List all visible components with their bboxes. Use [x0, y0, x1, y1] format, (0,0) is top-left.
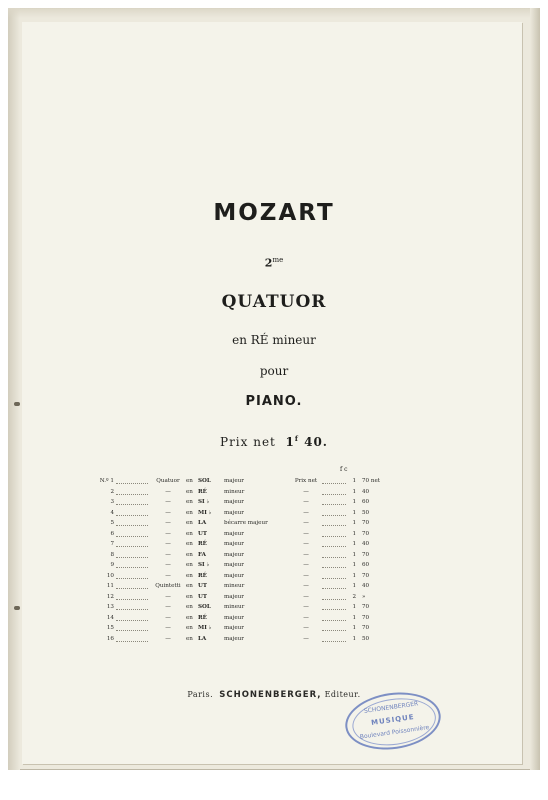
catalog-row [92, 615, 402, 626]
price-amount [286, 435, 328, 449]
catalog-tonality: SOL [198, 604, 211, 610]
catalog-number: 2 [110, 488, 114, 495]
catalog-mode: majeur [224, 572, 244, 579]
catalog-centimes: 70 [362, 551, 370, 558]
catalog-francs: 1 [352, 541, 356, 547]
leader-dots [116, 499, 148, 505]
catalog-genre: — [165, 635, 171, 642]
catalog-genre: — [165, 488, 171, 495]
catalog-en: en [186, 488, 193, 495]
catalog-en: en [186, 614, 193, 621]
catalog-genre: Quintetti [155, 583, 181, 589]
binding-mark [14, 606, 20, 610]
leader-dots [116, 604, 148, 610]
catalog-price-label: — [303, 520, 309, 526]
catalog-price-label: — [303, 604, 309, 610]
catalog-number: 4 [110, 509, 114, 516]
leader-dots [322, 520, 346, 526]
catalog-price-label: — [303, 614, 309, 621]
binding-spine [8, 8, 20, 770]
price-cents: 40. [304, 435, 328, 449]
catalog-row [92, 499, 402, 510]
pour-label: pour [259, 364, 289, 378]
catalog-number: 8 [110, 551, 114, 558]
catalog-centimes: 70 net [362, 478, 381, 484]
leader-dots [116, 520, 148, 526]
catalog-en: en [186, 509, 193, 516]
leader-dots [322, 573, 346, 579]
catalog-price-label: — [303, 593, 309, 600]
catalog-genre: Quatuor [156, 478, 180, 484]
catalog-row [92, 562, 402, 573]
catalog-mode: majeur [224, 509, 244, 516]
catalog-tonality: RÉ [198, 572, 207, 579]
catalog-genre: — [165, 509, 171, 516]
leader-dots [116, 552, 148, 558]
catalog-francs: 1 [352, 614, 356, 621]
catalog-francs: 1 [352, 499, 356, 505]
catalog-tonality: RÉ [198, 488, 207, 495]
catalog-price-label: — [303, 583, 309, 589]
catalog-number: 16 [106, 635, 114, 642]
work-number-suffix: me [272, 256, 284, 264]
price-line [0, 434, 548, 449]
catalog-row [92, 520, 402, 531]
catalog-francs: 1 [352, 478, 356, 484]
catalog-centimes: 70 [362, 614, 370, 621]
leader-dots [322, 604, 346, 610]
catalog-row [92, 573, 402, 584]
work-key: en RÉ mineur [232, 333, 316, 347]
catalog-en: en [186, 499, 193, 505]
catalog-tonality: SI ♭ [198, 562, 210, 568]
catalog-tonality: UT [198, 593, 208, 600]
catalog-mode: mineur [224, 583, 245, 589]
work-number [0, 256, 548, 270]
catalog-price-label: — [303, 488, 309, 495]
catalog-francs: 1 [352, 583, 356, 589]
catalog-mode: majeur [224, 562, 244, 568]
catalog-currency-header: f c [340, 466, 348, 473]
catalog-centimes: » [362, 593, 366, 600]
catalog-number: 9 [110, 562, 114, 568]
catalog-price-label: — [303, 635, 309, 642]
catalog-centimes: 70 [362, 530, 370, 537]
catalog-francs: 1 [352, 520, 356, 526]
leader-dots [116, 562, 148, 568]
catalog-centimes: 70 [362, 604, 370, 610]
catalog-tonality: LA [198, 635, 207, 642]
composer-name: MOZART [213, 200, 335, 226]
catalog-row [92, 478, 402, 489]
catalog-price-label: — [303, 551, 309, 558]
catalog-number: 15 [106, 625, 114, 631]
catalog-en: en [186, 530, 193, 537]
catalog-genre: — [165, 604, 171, 610]
publisher-role: Editeur. [324, 690, 361, 699]
catalog-centimes: 70 [362, 520, 370, 526]
catalog-francs: 1 [352, 509, 356, 516]
catalog-row [92, 510, 402, 521]
catalog-tonality: SOL [198, 478, 211, 484]
catalog-francs: 1 [352, 572, 356, 579]
page-top-shadow [8, 8, 532, 18]
catalog-tonality: LA [198, 520, 207, 526]
catalog-tonality: FA [198, 551, 206, 558]
leader-dots [116, 531, 148, 537]
catalog-genre: — [165, 625, 171, 631]
catalog-mode: majeur [224, 530, 244, 537]
catalog-genre: — [165, 520, 171, 526]
leader-dots [322, 583, 346, 589]
catalog-genre: — [165, 614, 171, 621]
catalog-price-label: — [303, 625, 309, 631]
catalog-row [92, 594, 402, 605]
catalog-price-label: — [303, 572, 309, 579]
catalog-en: en [186, 635, 193, 642]
catalog-mode: majeur [224, 541, 244, 547]
catalog-genre: — [165, 541, 171, 547]
catalog-tonality: MI ♭ [198, 625, 212, 631]
catalog-francs: 1 [352, 604, 356, 610]
leader-dots [322, 478, 346, 484]
catalog-genre: — [165, 562, 171, 568]
catalog-mode: mineur [224, 488, 245, 495]
catalog-en: en [186, 572, 193, 579]
publisher-line [0, 690, 548, 700]
leader-dots [322, 562, 346, 568]
leader-dots [322, 531, 346, 537]
catalog-francs: 1 [352, 551, 356, 558]
page-right-edge [530, 8, 540, 770]
leader-dots [116, 594, 148, 600]
catalog-row [92, 552, 402, 563]
catalog-francs: 1 [352, 562, 356, 568]
catalog-number: 14 [106, 614, 114, 621]
catalog-tonality: SI ♭ [198, 499, 210, 505]
catalog-mode: bécarre majeur [224, 520, 268, 526]
catalog-centimes: 60 [362, 499, 370, 505]
leader-dots [116, 583, 148, 589]
catalog-row [92, 541, 402, 552]
catalog-number: 7 [110, 541, 114, 547]
price-unit: f [294, 434, 299, 443]
catalog-genre: — [165, 572, 171, 579]
catalog-price-label: Prix net [294, 478, 318, 484]
catalog-mode: majeur [224, 499, 244, 505]
leader-dots [322, 625, 346, 631]
leader-dots [322, 615, 346, 621]
stamp-line-1: SCHONENBERGER [363, 700, 419, 715]
catalog-mode: majeur [224, 635, 244, 642]
catalog-price-label: — [303, 530, 309, 537]
leader-dots [322, 552, 346, 558]
catalog-centimes: 40 [362, 541, 370, 547]
stamp-line-2: MUSIQUE [370, 713, 416, 728]
catalog-price-label: — [303, 509, 309, 516]
catalog-number: N.º 1 [99, 478, 114, 484]
leader-dots [116, 573, 148, 579]
catalog-row [92, 636, 402, 647]
catalog-en: en [186, 478, 193, 484]
catalog-number: 11 [106, 583, 114, 589]
catalog-number: 6 [110, 530, 114, 537]
leader-dots [322, 636, 346, 642]
catalog-francs: 1 [352, 488, 356, 495]
leader-dots [322, 499, 346, 505]
catalog-price-label: — [303, 541, 309, 547]
leader-dots [322, 489, 346, 495]
catalog-en: en [186, 604, 193, 610]
leader-dots [116, 478, 148, 484]
leader-dots [116, 615, 148, 621]
leader-dots [322, 541, 346, 547]
catalog-tonality: UT [198, 530, 208, 537]
catalog-centimes: 40 [362, 488, 370, 495]
publisher-name: SCHONENBERGER, [219, 690, 322, 700]
catalog-francs: 2 [352, 593, 356, 600]
catalog-number: 12 [106, 593, 114, 600]
leader-dots [116, 625, 148, 631]
catalog-row [92, 625, 402, 636]
leader-dots [322, 594, 346, 600]
catalog-en: en [186, 520, 193, 526]
catalog-price-label: — [303, 499, 309, 505]
leader-dots [116, 636, 148, 642]
catalog-mode: majeur [224, 551, 244, 558]
catalog-centimes: 50 [362, 509, 370, 516]
catalog-row [92, 583, 402, 594]
leader-dots [116, 489, 148, 495]
catalog-en: en [186, 593, 193, 600]
leader-dots [322, 510, 346, 516]
work-number-value: 2 [264, 256, 273, 270]
catalog-en: en [186, 625, 193, 631]
publisher-city: Paris. [187, 690, 214, 699]
title-page [22, 22, 522, 764]
catalog-price-label: — [303, 562, 309, 568]
catalog-genre: — [165, 551, 171, 558]
catalog-centimes: 40 [362, 583, 370, 589]
catalog-francs: 1 [352, 635, 356, 642]
catalog-row [92, 604, 402, 615]
leader-dots [116, 510, 148, 516]
catalog-en: en [186, 583, 193, 589]
stamp-line-3: Boulevard Poissonnière [359, 724, 430, 741]
catalog-number: 10 [106, 572, 114, 579]
catalog-number: 3 [110, 499, 114, 505]
catalog-genre: — [165, 530, 171, 537]
catalog-row [92, 531, 402, 542]
catalog-mode: mineur [224, 604, 245, 610]
catalog-mode: majeur [224, 625, 244, 631]
catalog-centimes: 70 [362, 572, 370, 579]
catalog-table [92, 478, 402, 646]
catalog-en: en [186, 541, 193, 547]
catalog-centimes: 70 [362, 625, 370, 631]
catalog-tonality: RÉ [198, 614, 207, 621]
catalog-tonality: UT [198, 583, 208, 589]
catalog-centimes: 50 [362, 635, 370, 642]
price-value: 1 [285, 435, 295, 449]
catalog-tonality: RÉ [198, 541, 207, 547]
catalog-mode: majeur [224, 593, 244, 600]
catalog-number: 13 [106, 604, 114, 610]
catalog-mode: majeur [224, 478, 244, 484]
catalog-number: 5 [110, 520, 114, 526]
work-title: QUATUOR [221, 292, 327, 312]
catalog-francs: 1 [352, 530, 356, 537]
catalog-en: en [186, 551, 193, 558]
catalog-francs: 1 [352, 625, 356, 631]
instrument-label: PIANO. [245, 394, 303, 409]
catalog-row [92, 489, 402, 500]
price-label: Prix net [220, 435, 276, 449]
leader-dots [116, 541, 148, 547]
catalog-genre: — [165, 499, 171, 505]
catalog-en: en [186, 562, 193, 568]
catalog-tonality: MI ♭ [198, 509, 212, 516]
catalog-centimes: 60 [362, 562, 370, 568]
catalog-mode: majeur [224, 614, 244, 621]
catalog-genre: — [165, 593, 171, 600]
